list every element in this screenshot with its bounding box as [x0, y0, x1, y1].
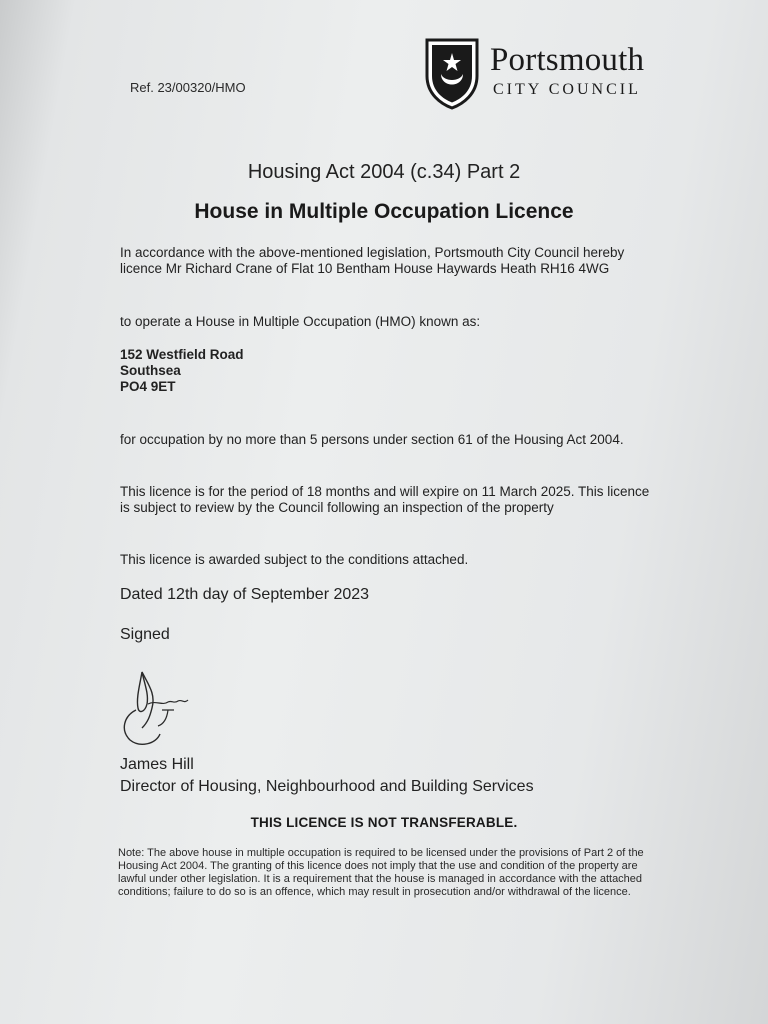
reference-number: Ref. 23/00320/HMO — [130, 80, 246, 95]
licensee-paragraph: In accordance with the above-mentioned legislation, Portsmouth City Council hereby licence Mr Richard Crane of Flat 10 Bentham House Haywards Heath RH16 4WG — [120, 245, 625, 276]
licence-title: House in Multiple Occupation Licence — [194, 200, 574, 223]
not-transferable-warning: THIS LICENCE IS NOT TRANSFERABLE. — [250, 815, 518, 830]
signer-name: James Hill — [120, 756, 194, 773]
act-heading: Housing Act 2004 (c.34) Part 2 — [247, 161, 521, 183]
crescent-star-shield-icon — [423, 38, 481, 110]
council-logo — [423, 38, 683, 114]
property-address — [120, 347, 650, 395]
signed-label: Signed — [120, 626, 170, 643]
period-paragraph: This licence is for the period of 18 months and will expire on 11 March 2025. This licence is subject to review by the Council following an inspection of the property — [120, 484, 650, 515]
occupation-paragraph: for occupation by no more than 5 persons under section 61 of the Housing Act 2004. — [120, 432, 624, 447]
operate-paragraph: to operate a House in Multiple Occupation (HMO) known as: — [120, 314, 481, 329]
conditions-paragraph: This licence is awarded subject to the conditions attached. — [120, 552, 469, 567]
address-line: PO4 9ET — [120, 379, 176, 394]
council-name: Portsmouth — [490, 42, 645, 78]
footnote: Note: The above house in multiple occupation is required to be licensed under the provisions of Part 2 of the Housing Act 2004. The granting of this licence does not imply that the use and condition of the property are lawful under other legislation. It is a requirement that the house is managed in accordance with the attached conditions; failure to do so is an offence, which may result in prosecution and/or withdrawal of the licence. — [118, 847, 644, 898]
address-line: 152 Westfield Road — [120, 347, 244, 362]
signer-role: Director of Housing, Neighbourhood and Building Services — [120, 778, 534, 795]
dated-line: Dated 12th day of September 2023 — [120, 586, 370, 603]
council-subtitle: CITY COUNCIL — [493, 81, 641, 98]
address-line: Southsea — [120, 363, 181, 378]
handwritten-signature — [112, 664, 202, 752]
